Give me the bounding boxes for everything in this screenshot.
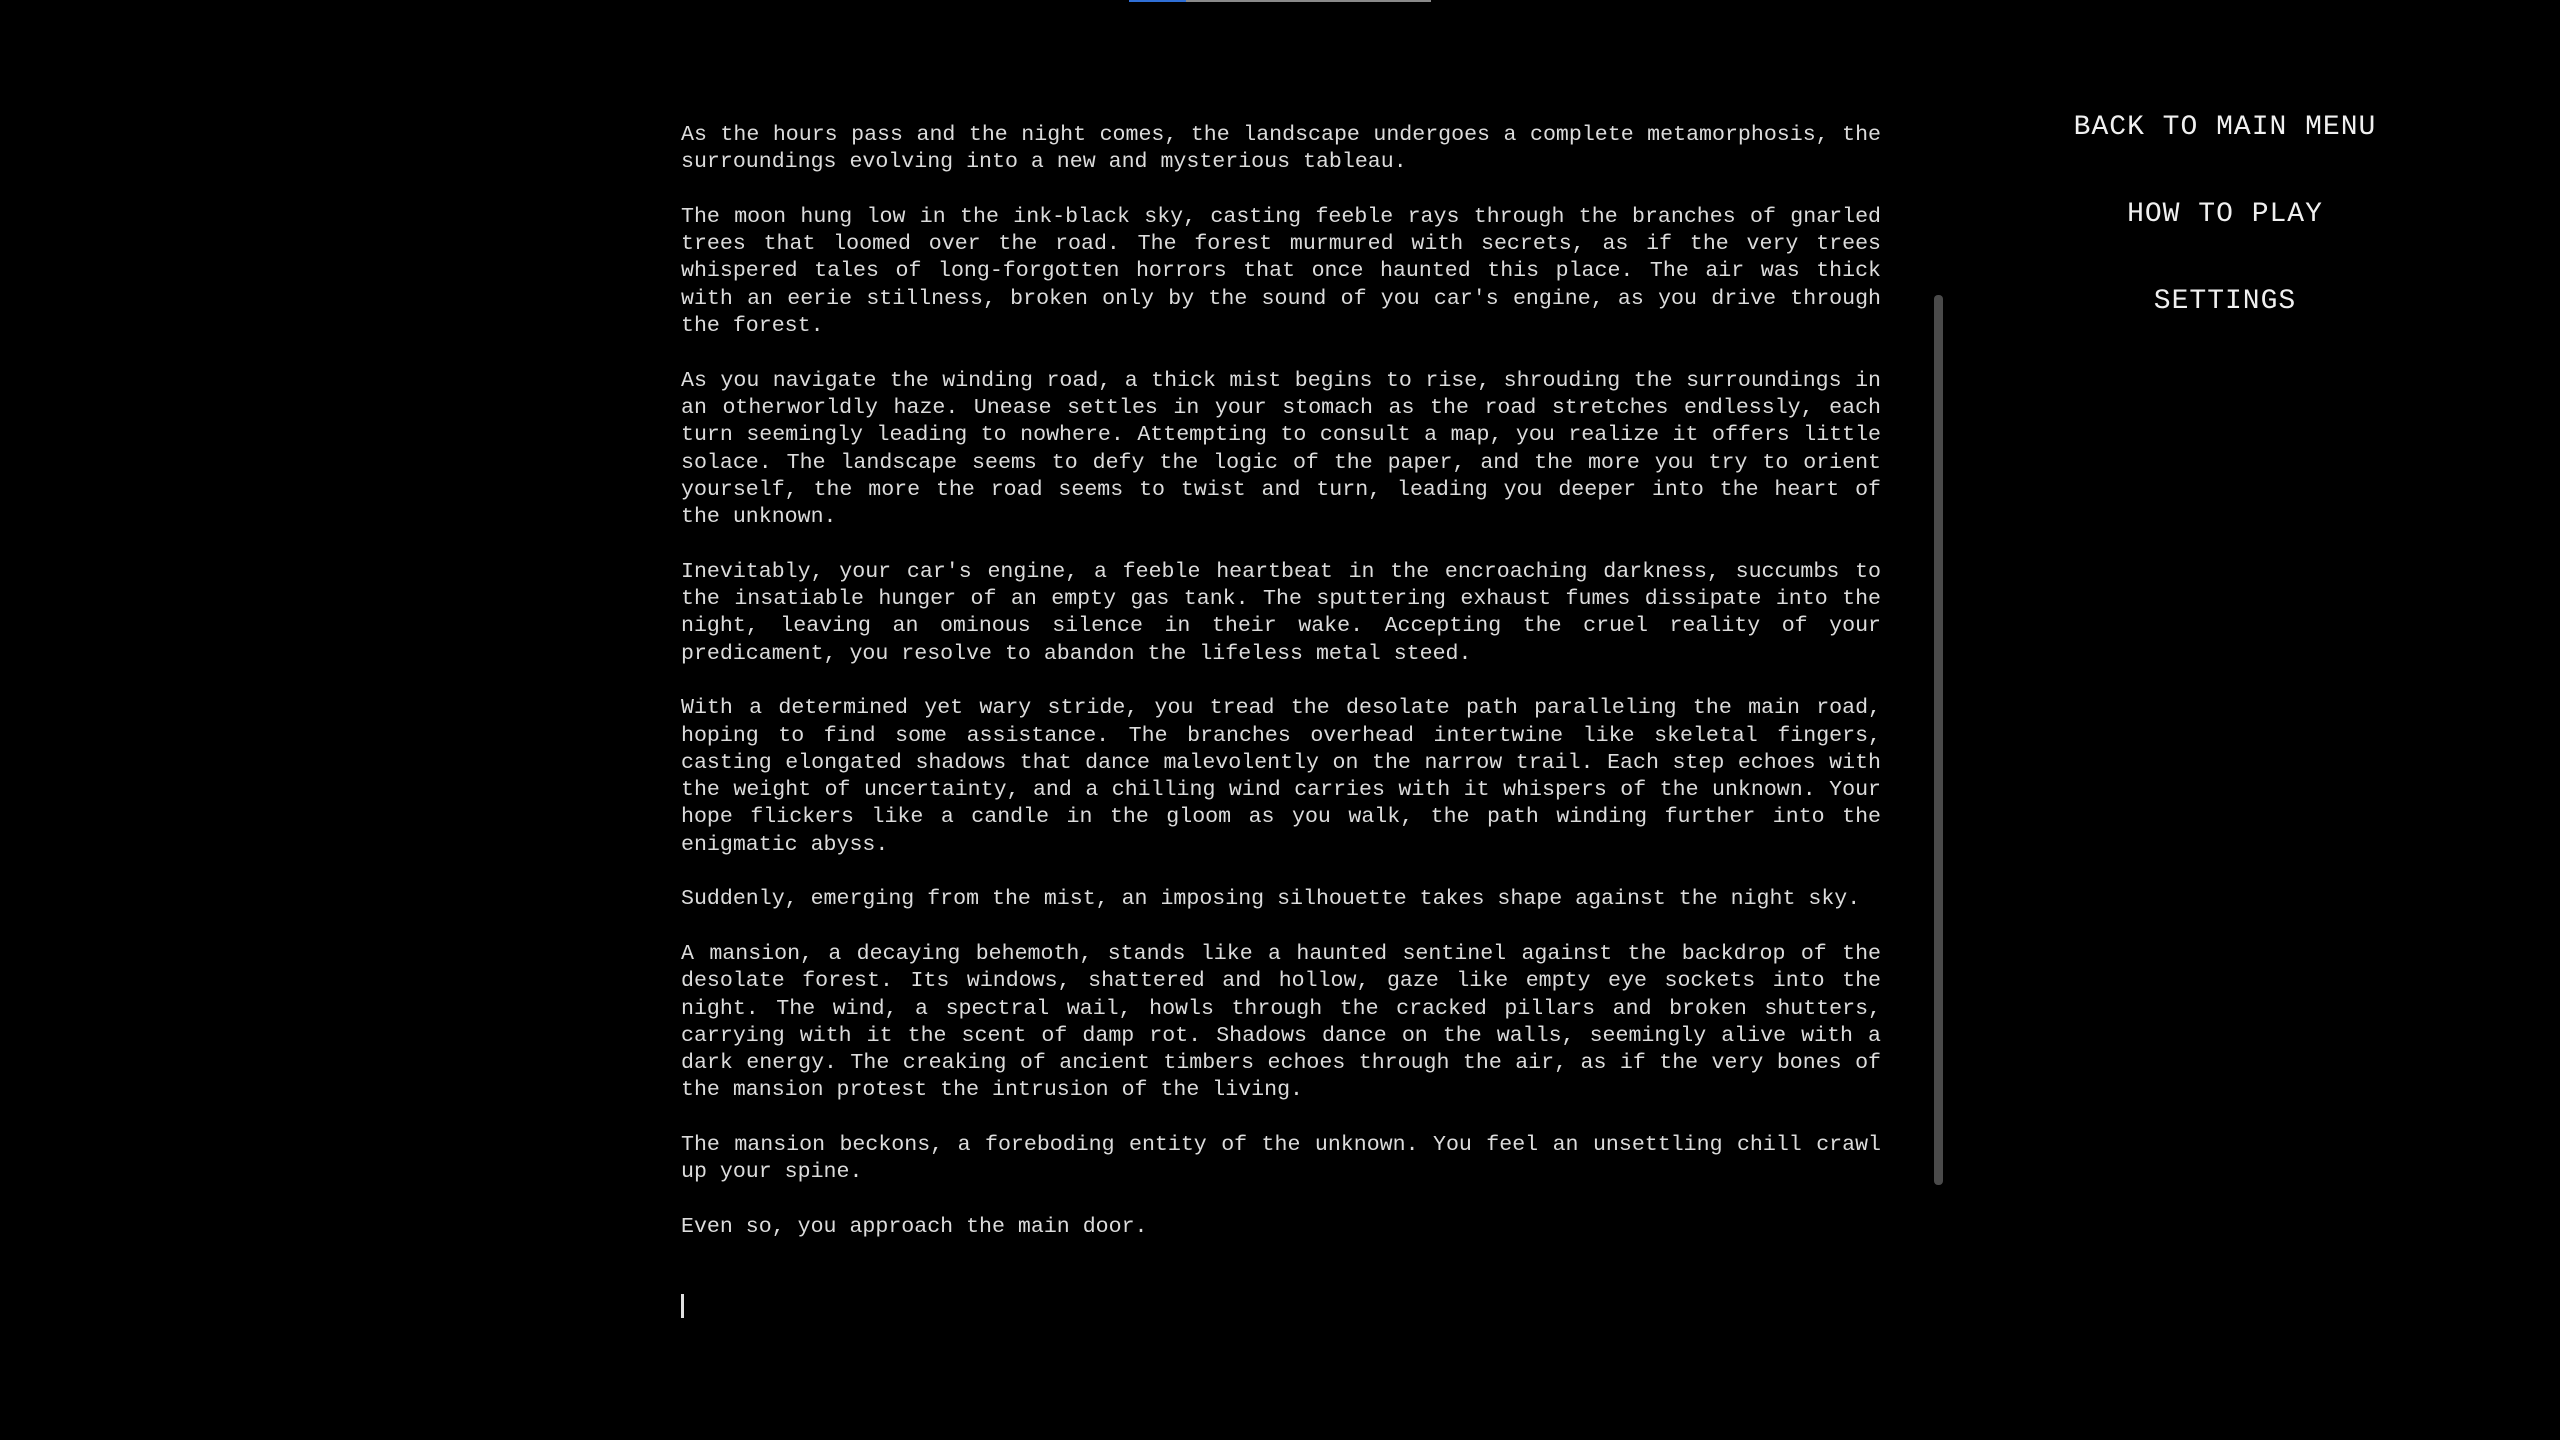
- story-paragraph: With a determined yet wary stride, you tread the desolate path paralleling the main road, hoping to find some assistance. The branches overhead intertwine like skeletal fingers, casting elongated shadows that dance malevolently on the narrow trail. Each step echoes with the weight of uncertainty, and a chilling wind carries with it whispers of the unknown. Your hope flickers like a candle in the gloom as you walk, the path winding further into the enigmatic abyss.: [681, 696, 1881, 857]
- story-paragraph: A mansion, a decaying behemoth, stands like a haunted sentinel against the backdrop of the desolate forest. Its windows, shattered and hollow, gaze like empty eye sockets into the night. The wind, a spectral wail, howls through the cracked pillars and broken shutters, carrying with it the scent of damp rot. Shadows dance on the walls, seemingly alive with a dark energy. The creaking of ancient timbers echoes through the air, as if the very bones of the mansion protest the intrusion of the living.: [681, 941, 1881, 1103]
- settings-button[interactable]: SETTINGS: [2153, 286, 2297, 317]
- how-to-play-button[interactable]: HOW TO PLAY: [2127, 199, 2323, 230]
- story-scrollbar[interactable]: [1934, 295, 1943, 1185]
- story-paragraph: Suddenly, emerging from the mist, an imposing silhouette takes shape against the night sky.: [681, 887, 1861, 912]
- side-menu: [2010, 110, 2440, 371]
- progress-bar-fill: [1129, 0, 1186, 2]
- back-to-main-menu-button[interactable]: BACK TO MAIN MENU: [2073, 112, 2377, 143]
- story-paragraph: The mansion beckons, a foreboding entity of the unknown. You feel an unsettling chill crawl up your spine.: [681, 1132, 1881, 1185]
- text-caret: [681, 1294, 684, 1318]
- progress-bar: [1129, 0, 1431, 2]
- story-paragraph: As the hours pass and the night comes, the landscape undergoes a complete metamorphosis, the surroundings evolving into a new and mysterious tableau.: [681, 123, 1881, 175]
- story-paragraph: Even so, you approach the main door.: [681, 1214, 1148, 1239]
- story-paragraph: Inevitably, your car's engine, a feeble heartbeat in the encroaching darkness, succumbs to the insatiable hunger of an empty gas tank. The sputtering exhaust fumes dissipate into the night, leaving an ominous silence in their wake. Accepting the cruel reality of your predicament, you resolve to abandon the lifeless metal steed.: [681, 559, 1881, 666]
- story-paragraph: As you navigate the winding road, a thick mist begins to rise, shrouding the surroundings in an otherworldly haze. Unease settles in your stomach as the road stretches endlessly, each turn seemingly leading to nowhere. Attempting to consult a map, you realize it offers little solace. The landscape seems to defy the logic of the paper, and the more you try to orient yourself, the more the road seems to twist and turn, leading you deeper into the heart of the unknown.: [681, 368, 1881, 530]
- story-text-area: [681, 122, 1881, 1239]
- command-input[interactable]: [681, 1290, 1881, 1320]
- story-paragraph: The moon hung low in the ink-black sky, casting feeble rays through the branches of gnarled trees that loomed over the road. The forest murmured with secrets, as if the very trees whispered tales of long-forgotten horrors that once haunted this place. The air was thick with an eerie stillness, broken only by the sound of you car's engine, as you drive through the forest.: [681, 204, 1881, 339]
